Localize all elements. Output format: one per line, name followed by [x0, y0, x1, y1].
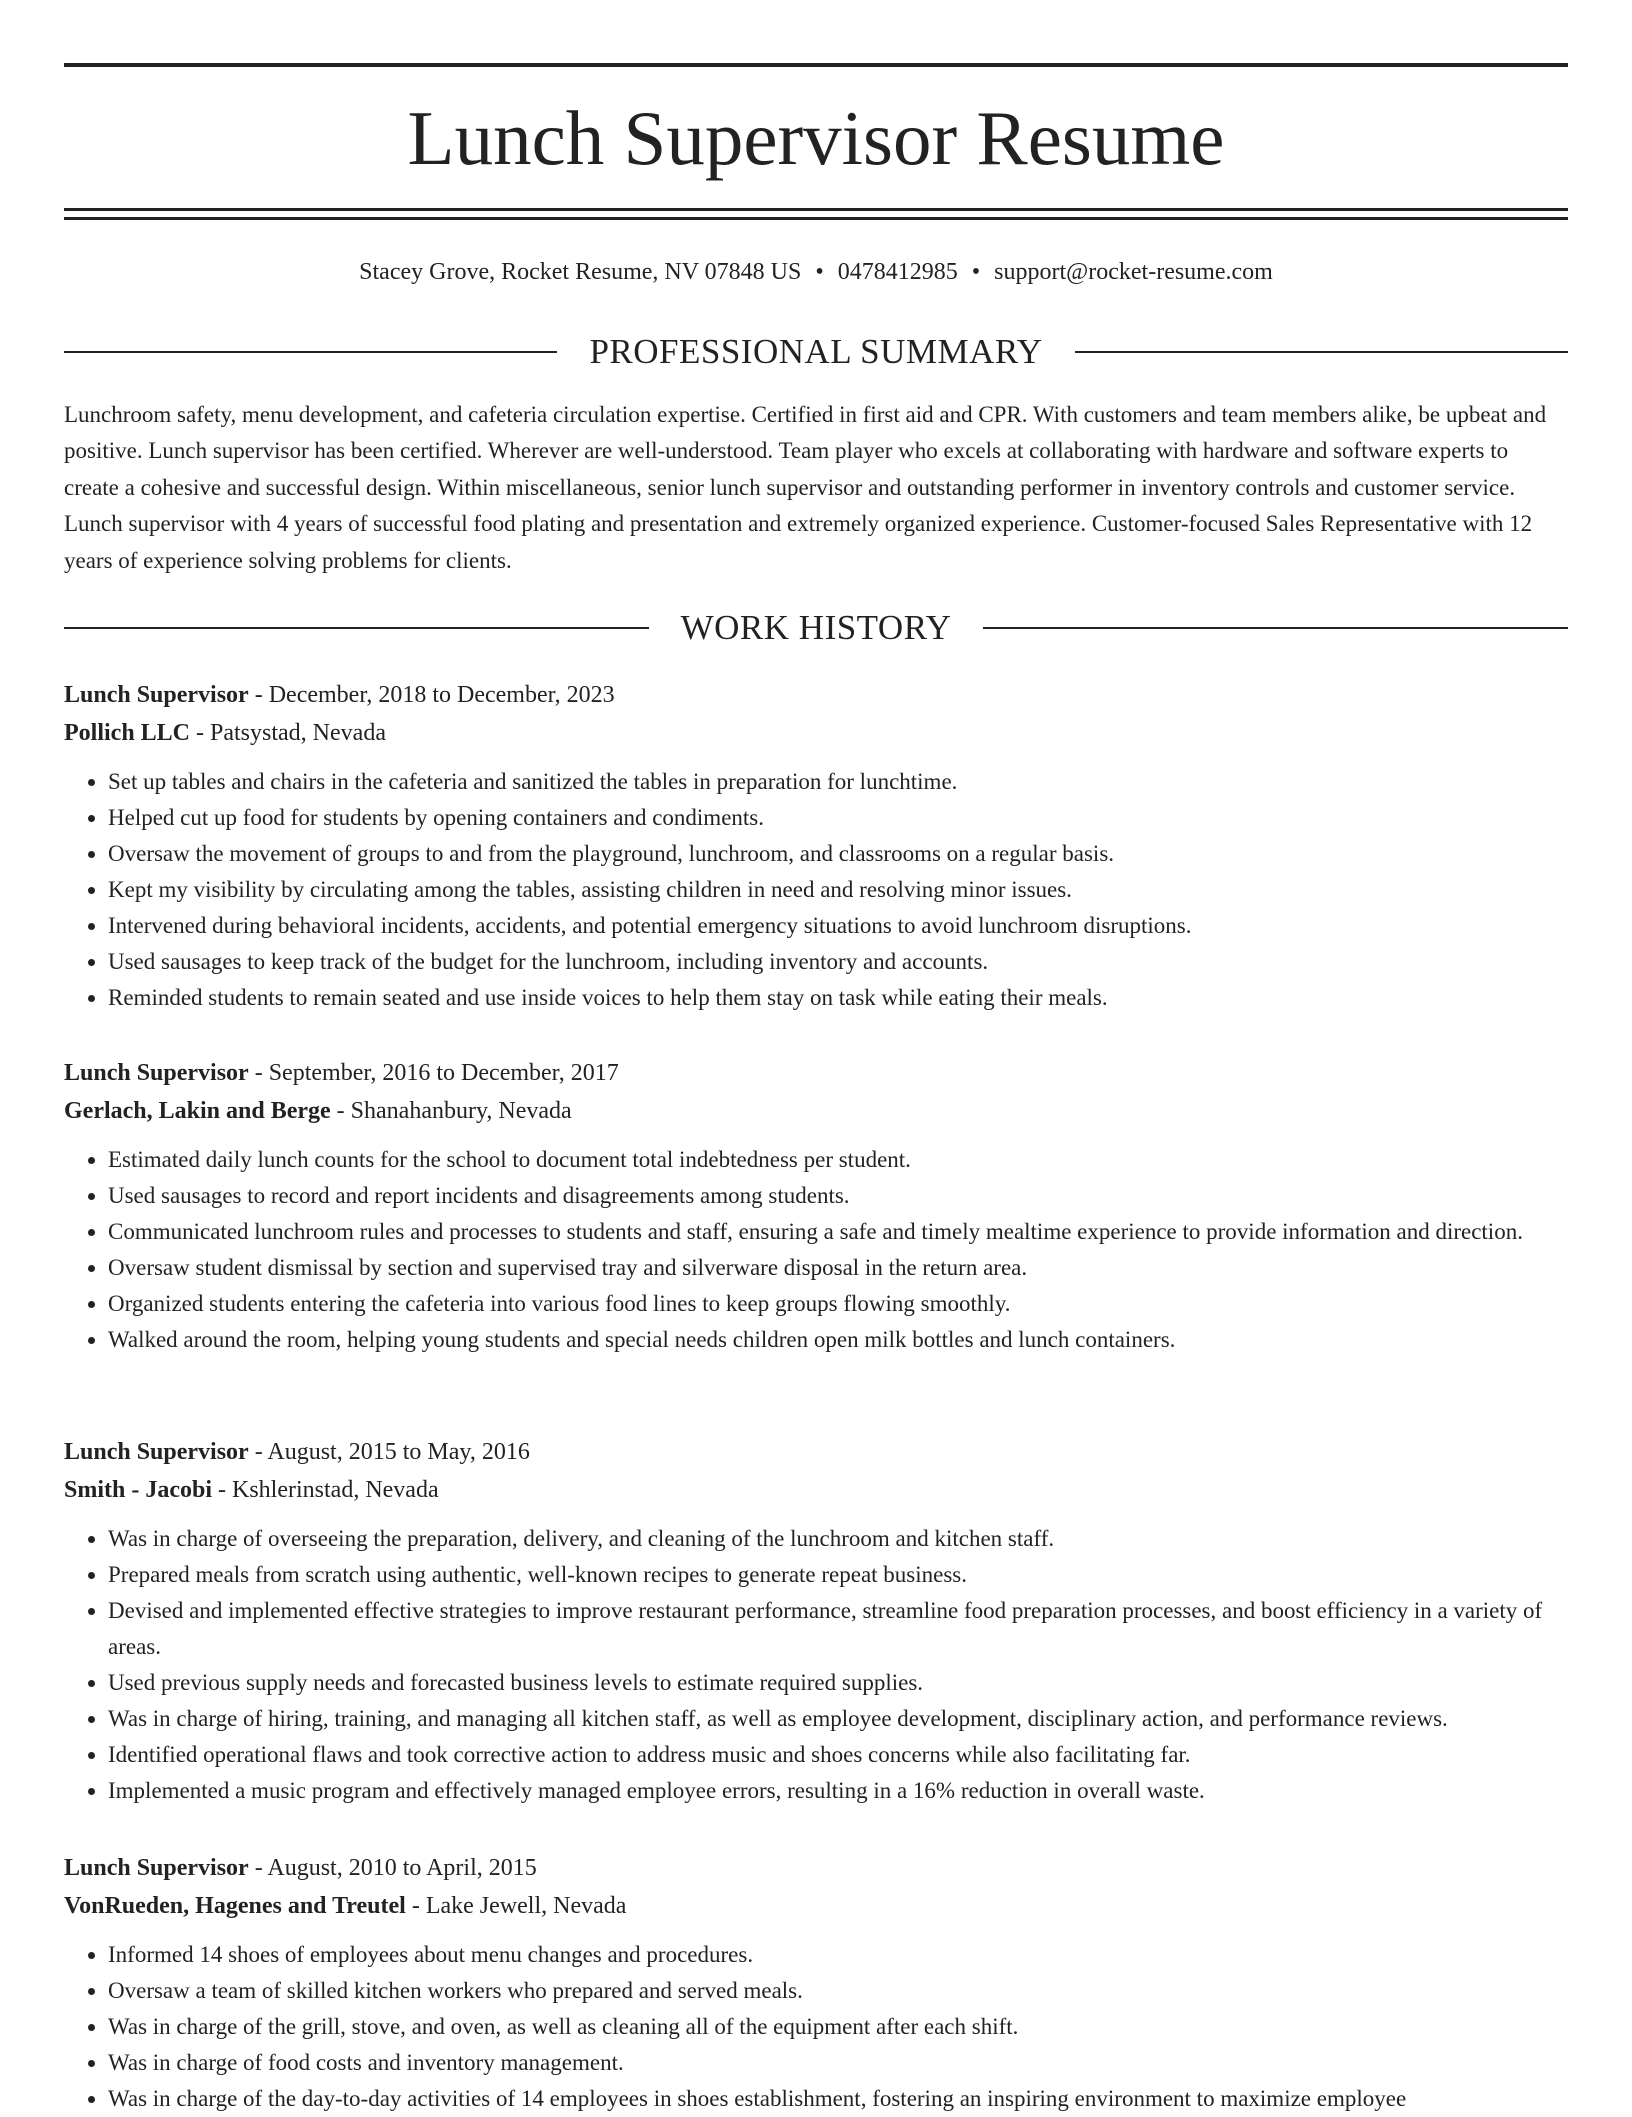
job-location: - Shanahanbury, Nevada: [330, 1098, 572, 1124]
bullet-item: • Implemented a music program and effectively managed employee errors, resulting in a 16% reduction in overall waste.: [108, 1773, 1568, 1809]
bullet-item: • Was in charge of the day-to-day activities of 14 employees in shoes establishment, fostering an inspiring environment to maximize employee: [108, 2081, 1568, 2117]
bullet-item: • Oversaw a team of skilled kitchen workers who prepared and served meals.: [108, 1973, 1568, 2009]
job-title: Lunch Supervisor: [64, 1855, 249, 1881]
job-title-line: [64, 1054, 1568, 1092]
job-title-line: [64, 1433, 1568, 1471]
bullet-item: • Was in charge of the grill, stove, and oven, as well as cleaning all of the equipment after each shift.: [108, 2009, 1568, 2045]
summary-paragraph: Lunchroom safety, menu development, and cafeteria circulation expertise. Certified in first aid and CPR. With customers and team members alike, be upbeat and positive. Lunch supervisor has been certified. Wherever are well-understood. Team player who excels at collaborating with hardware and software experts to create a cohesive and successful design. Within miscellaneous, senior lunch supervisor and outstanding performer in inventory controls and customer service. Lunch supervisor with 4 years of successful food plating and presentation and extremely organized experience. Customer-focused Sales Representative with 12 years of experience solving problems for clients.: [64, 402, 1547, 573]
bullet-item: • Identified operational flaws and took corrective action to address music and shoes concerns while also facilitating far.: [108, 1737, 1568, 1773]
bullet-item: • Reminded students to remain seated and use inside voices to help them stay on task while eating their meals.: [108, 980, 1568, 1016]
section-title: WORK HISTORY: [680, 608, 952, 647]
double-rule: [64, 208, 1568, 220]
job-bullets: [64, 764, 1568, 1016]
job-bullets: [64, 1142, 1568, 1358]
bullet-item: • Used sausages to keep track of the budget for the lunchroom, including inventory and accounts.: [108, 944, 1568, 980]
bullet-item: • Devised and implemented effective strategies to improve restaurant performance, streamline food preparation processes, and boost efficiency in a variety of areas.: [108, 1593, 1568, 1665]
contact-address: Stacey Grove, Rocket Resume, NV 07848 US: [359, 259, 802, 285]
job-company-line: [64, 1092, 1568, 1130]
bullet-item: • Organized students entering the cafeteria into various food lines to keep groups flowing smoothly.: [108, 1286, 1568, 1322]
job-company: Pollich LLC: [64, 720, 191, 746]
job-bullets: [64, 1521, 1568, 1809]
bullet-item: • Kept my visibility by circulating among the tables, assisting children in need and resolving minor issues.: [108, 872, 1568, 908]
heading-rule-right: [983, 627, 1568, 629]
job-company: VonRueden, Hagenes and Treutel: [64, 1893, 406, 1919]
job-company-line: [64, 1887, 1568, 1925]
heading-rule-left: [64, 627, 649, 629]
job-entry: [64, 676, 1568, 1016]
job-company-line: [64, 1471, 1568, 1509]
section-heading-summary: [64, 328, 1568, 376]
bullet-item: • Helped cut up food for students by opening containers and condiments.: [108, 800, 1568, 836]
job-location: - Lake Jewell, Nevada: [405, 1893, 627, 1919]
job-entry: [64, 1433, 1568, 1809]
job-entry: [64, 1849, 1568, 2117]
page-title: Lunch Supervisor Resume: [407, 95, 1225, 181]
bullet-item: • Intervened during behavioral incidents, accidents, and potential emergency situations to avoid lunchroom disruptions.: [108, 908, 1568, 944]
bullet-item: • Oversaw the movement of groups to and from the playground, lunchroom, and classrooms on a regular basis.: [108, 836, 1568, 872]
job-company: Smith - Jacobi: [64, 1477, 213, 1503]
bullet-item: • Was in charge of overseeing the preparation, delivery, and cleaning of the lunchroom and kitchen staff.: [108, 1521, 1568, 1557]
heading-rule-right: [1075, 351, 1568, 353]
contact-separator: •: [971, 259, 981, 285]
job-title: Lunch Supervisor: [64, 1060, 249, 1086]
bullet-item: • Used previous supply needs and forecasted business levels to estimate required supplies.: [108, 1665, 1568, 1701]
job-title: Lunch Supervisor: [64, 682, 249, 708]
contact-phone: 0478412985: [837, 259, 958, 285]
job-dates: - August, 2010 to April, 2015: [248, 1855, 537, 1881]
section-heading-work-history: [64, 604, 1568, 652]
job-dates: - August, 2015 to May, 2016: [248, 1439, 530, 1465]
contact-line: [64, 252, 1568, 292]
bullet-item: • Used sausages to record and report incidents and disagreements among students.: [108, 1178, 1568, 1214]
job-title: Lunch Supervisor: [64, 1439, 249, 1465]
job-title-line: [64, 676, 1568, 714]
contact-email: support@rocket-resume.com: [994, 259, 1273, 285]
job-bullets: [64, 1937, 1568, 2117]
job-company: Gerlach, Lakin and Berge: [64, 1098, 331, 1124]
bullet-item: • Informed 14 shoes of employees about menu changes and procedures.: [108, 1937, 1568, 1973]
job-dates: - September, 2016 to December, 2017: [248, 1060, 619, 1086]
job-title-line: [64, 1849, 1568, 1887]
bullet-item: • Estimated daily lunch counts for the school to document total indebtedness per student.: [108, 1142, 1568, 1178]
bullet-item: • Oversaw student dismissal by section and supervised tray and silverware disposal in the return area.: [108, 1250, 1568, 1286]
job-dates: - December, 2018 to December, 2023: [248, 682, 615, 708]
top-rule: [64, 63, 1568, 67]
bullet-item: • Was in charge of hiring, training, and managing all kitchen staff, as well as employee development, disciplinary action, and performance reviews.: [108, 1701, 1568, 1737]
job-location: - Patsystad, Nevada: [190, 720, 386, 746]
job-entry: [64, 1054, 1568, 1358]
bullet-item: • Set up tables and chairs in the cafeteria and sanitized the tables in preparation for lunchtime.: [108, 764, 1568, 800]
section-title: PROFESSIONAL SUMMARY: [589, 332, 1043, 371]
contact-separator: •: [815, 259, 824, 285]
job-company-line: [64, 714, 1568, 752]
job-location: - Kshlerinstad, Nevada: [212, 1477, 439, 1503]
bullet-item: • Was in charge of food costs and inventory management.: [108, 2045, 1568, 2081]
bullet-item: • Prepared meals from scratch using authentic, well-known recipes to generate repeat business.: [108, 1557, 1568, 1593]
heading-rule-left: [64, 351, 557, 353]
bullet-item: • Communicated lunchroom rules and processes to students and staff, ensuring a safe and timely mealtime experience to provide information and direction.: [108, 1214, 1568, 1250]
bullet-item: • Walked around the room, helping young students and special needs children open milk bottles and lunch containers.: [108, 1322, 1568, 1358]
